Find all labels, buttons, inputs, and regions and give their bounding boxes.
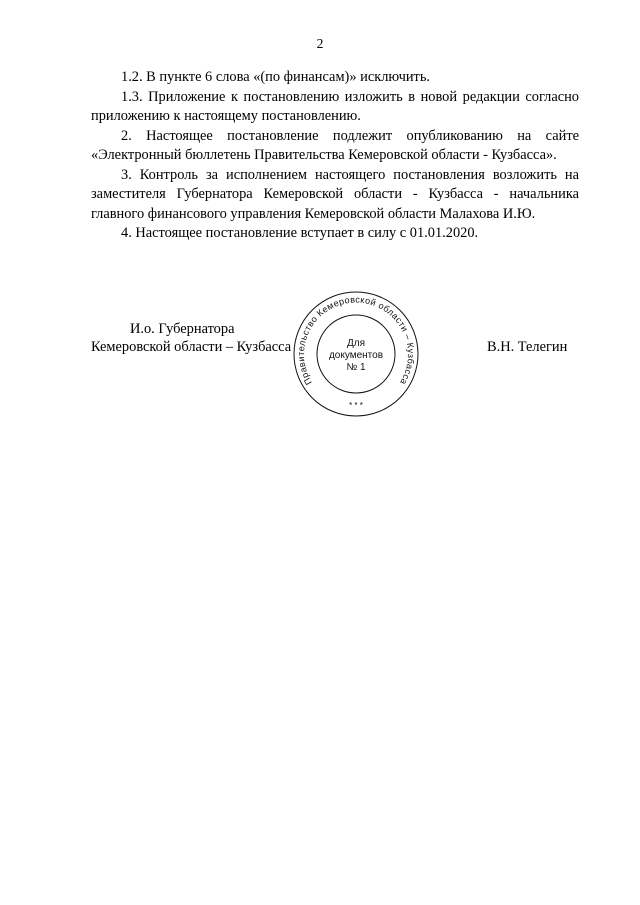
seal-ring-text: Правительство Кемеровской области – Кузбасса <box>295 294 417 387</box>
paragraph-1-3: 1.3. Приложение к постановлению изложить в новой редакции согласно приложению к настоящему постановлению. <box>91 88 579 124</box>
signatory-title: И.о. Губернатора <box>130 321 235 337</box>
paragraph-3: 3. Контроль за исполнением настоящего постановления возложить на заместителя Губернатора Кемеровской области - Кузбасса - начальника главного финансового управления Кемеровской области Малахова И.Ю. <box>91 166 579 222</box>
page-number: 2 <box>316 36 324 51</box>
paragraph-4: 4. Настоящее постановление вступает в силу с 01.01.2020. <box>121 225 479 241</box>
official-seal <box>292 290 420 418</box>
paragraph-1-2: 1.2. В пункте 6 слова «(по финансам)» исключить. <box>121 69 430 85</box>
signatory-name: В.Н. Телегин <box>487 339 568 355</box>
paragraph-2: 2. Настоящее постановление подлежит опубликованию на сайте «Электронный бюллетень Правительства Кемеровской области - Кузбасса». <box>91 127 579 163</box>
seal-center-line-3: № 1 <box>346 362 366 373</box>
document-body <box>91 68 579 244</box>
signatory-organization: Кемеровской области – Кузбасса <box>91 339 292 355</box>
seal-center-line-2: документов <box>328 350 384 361</box>
seal-stars: * * * <box>349 401 363 410</box>
seal-center-line-1: Для <box>346 338 366 349</box>
